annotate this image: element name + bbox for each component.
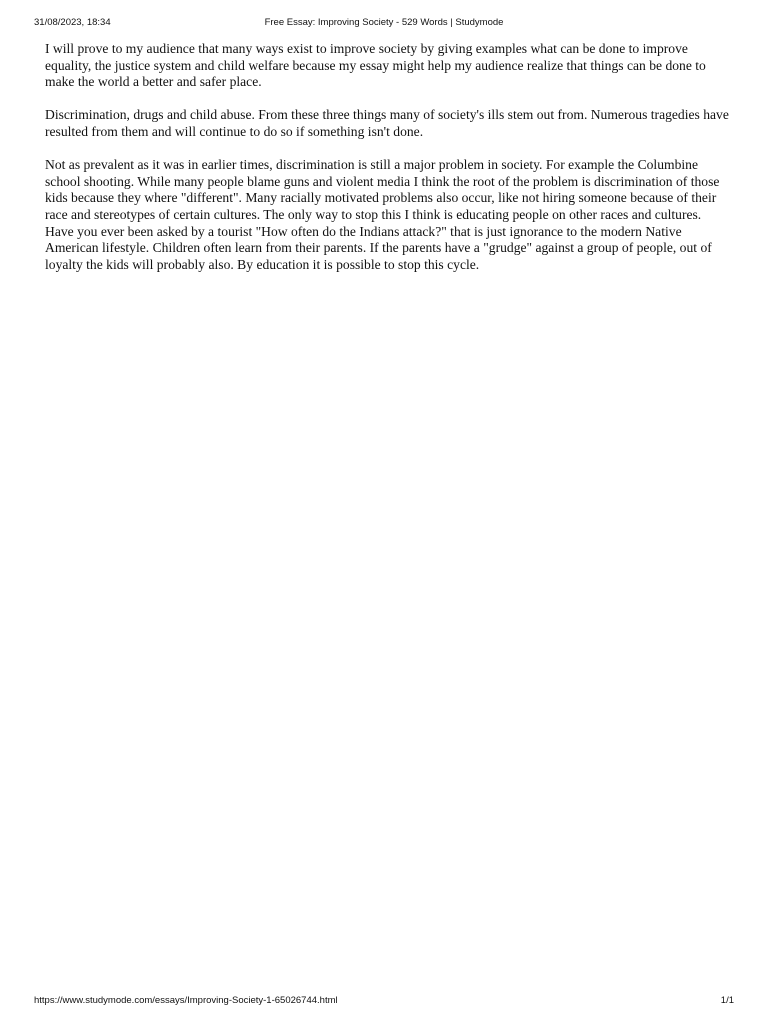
essay-paragraph-intro: I will prove to my audience that many ways exist to improve society by giving examples what can be done to improve equality, the justice system and child welfare because my essay might help my audience realize that things can be done to make the world a better and safer place. — [45, 41, 706, 90]
print-datetime: 31/08/2023, 18:34 — [34, 17, 111, 28]
essay-body — [45, 41, 730, 290]
essay-paragraph-discrimination: Not as prevalent as it was in earlier times, discrimination is still a major problem in society. For example the Columbine school shooting. While many people blame guns and violent media I think the root of the problem is discrimination of those kids because they where "different". Many racially motivated problems also occur, like not hiring someone because of their race and stereotypes of certain cultures. The only way to stop this I think is educating people on other races and cultures. Have you ever been asked by a tourist "How often do the Indians attack?" that is just ignorance to the modern Native American lifestyle. Children often learn from their parents. If the parents have a "grudge" against a group of people, out of loyalty the kids will probably also. By education it is possible to stop this cycle. — [45, 157, 720, 272]
essay-paragraph-thesis: Discrimination, drugs and child abuse. From these three things many of society's ills stem out from. Numerous tragedies have resulted from them and will continue to do so if something isn't done. — [45, 107, 729, 139]
page-title: Free Essay: Improving Society - 529 Words | Studymode — [264, 17, 504, 28]
print-header — [34, 17, 734, 31]
print-footer — [34, 995, 734, 1009]
source-url: https://www.studymode.com/essays/Improving-Society-1-65026744.html — [34, 995, 338, 1006]
page-indicator: 1/1 — [720, 995, 734, 1006]
